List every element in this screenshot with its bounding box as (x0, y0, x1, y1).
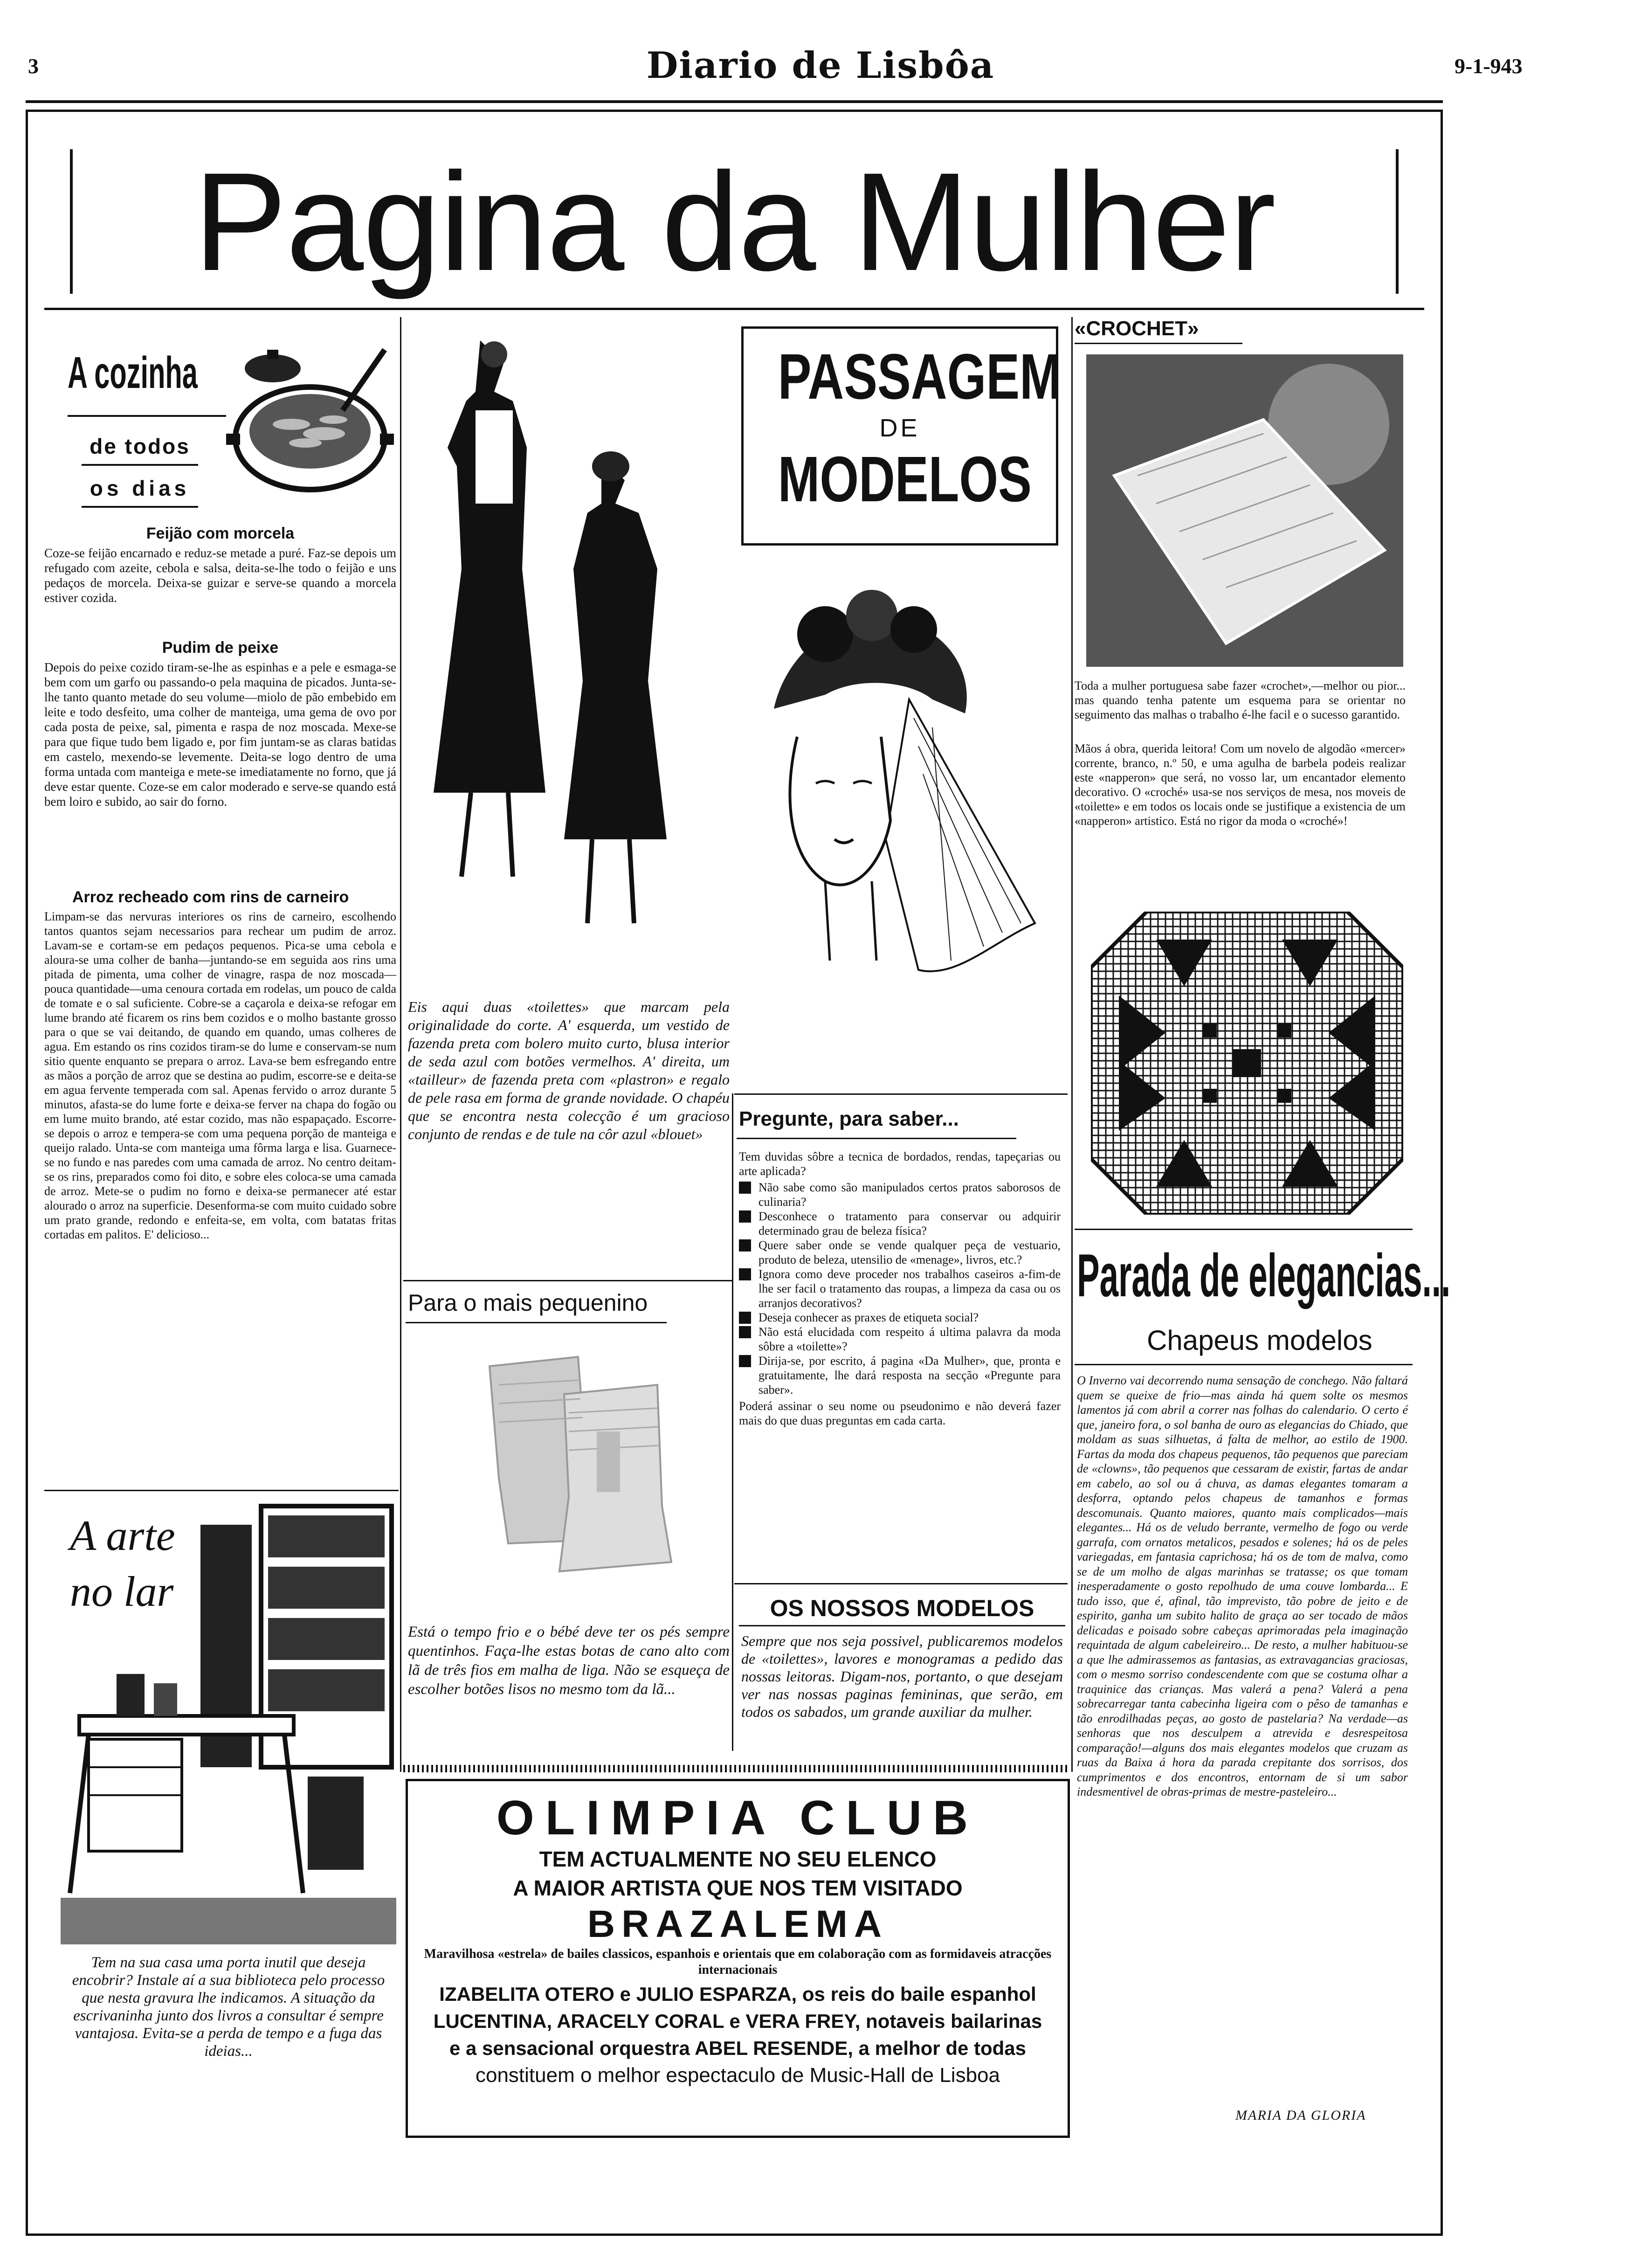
ad-top-border (403, 1765, 1070, 1772)
passagem-box (741, 326, 1062, 546)
parada-subheading: Chapeus modelos (1147, 1325, 1372, 1356)
pergunte-footer: Poderá assinar o seu nome ou pseudonimo e não deverá fazer mais do que duas preguntas em cada carta. (739, 1399, 1061, 1427)
cooking-pot-illustration (226, 340, 394, 518)
pergunte-item-text: Dirija-se, por escrito, á pagina «Da Mulher», que, pronta e gratuitamente, lhe dará resposta na secção «Pregunte para saber». (758, 1354, 1061, 1397)
pergunte-list (739, 1149, 1061, 1428)
baby-boots-photo (471, 1338, 676, 1609)
pergunte-item (739, 1354, 1061, 1397)
bullet-square-icon (739, 1239, 751, 1252)
recipe-2-body: Depois do peixe cozido tiram-se-lhe as espinhas e a pele e esmaga-se bem com um garfo ou passando-o pela maquina de picados. Junta-se-lhe tanto quanto metade do seu volume—miolo de pão embebido em leite e todo desfeito, uma colher de manteiga, uma gema de ovo por cada posta de peixe, sal, pimenta e raspa de noz moscada. Mexe-se para que fique tudo bem ligado e, por fim juntam-se as claras batidas em castelo, mexendo-se levemente. Deita-se logo dentro de uma forma untada com manteiga e mete-se imediatamente no forno, que já deve estar quente. Coze-se em calor moderado e serve-se quando está bem loiro e subido, ao sair do forno. (44, 660, 396, 809)
newspaper-name: Diario de Lisbôa (646, 44, 995, 87)
pergunte-item-text: Desconhece o tratamento para conservar ou adquirir determinado grau de beleza física? (758, 1210, 1061, 1238)
cozinha-subheading-rule-1 (82, 464, 198, 466)
recipe-1-body: Coze-se feijão encarnado e reduz-se metade a puré. Faz-se depois um refugado com azeite, cebola e salsa, deita-se-lhe todo o feijão e uns pedaços de morcela. Deixa-se guizar e serve-se quando a morcela estiver cozida. (44, 546, 396, 605)
pequenino-heading-rule (406, 1322, 667, 1323)
pergunte-intro: Tem duvidas sôbre a tecnica de bordados, rendas, tapeçarias ou arte aplicada? (739, 1150, 1061, 1178)
masthead-rule (26, 100, 1443, 103)
arte-heading-1: A arte (70, 1512, 175, 1559)
arte-heading-2: no lar (70, 1568, 174, 1615)
bullet-square-icon (739, 1312, 751, 1324)
pergunte-item (739, 1180, 1061, 1209)
crochet-pattern-chart (1091, 912, 1403, 1215)
ad-line-2: A MAIOR ARTISTA QUE NOS TEM VISITADO (513, 1876, 963, 1900)
olimpia-club-ad (406, 1779, 1070, 2138)
cozinha-subheading-1: de todos (90, 434, 190, 458)
page-number: 3 (28, 54, 39, 78)
modelos-top-rule (734, 1583, 1068, 1584)
cozinha-subheading-rule-2 (82, 506, 198, 508)
cozinha-heading-rule (68, 415, 226, 417)
ad-line-4: IZABELITA OTERO e JULIO ESPARZA, os reis do baile espanhol (439, 1983, 1036, 2005)
recipe-1-title: Feijão com morcela (146, 525, 295, 542)
issue-date: 9-1-943 (1455, 54, 1523, 78)
cozinha-heading: A cozinha (68, 348, 198, 398)
passagem-line-1: PASSAGEM (778, 341, 1062, 413)
pergunte-item-text: Quere saber onde se vende qualquer peça de vestuario, produto de beleza, utensilio de «menage», livros, etc.? (758, 1238, 1061, 1266)
page-title: Pagina da Mulher (193, 143, 1275, 300)
modelos-heading: OS NOSSOS MODELOS (770, 1595, 1034, 1621)
column-divider-1 (400, 317, 401, 1772)
pergunte-item-text: Ignora como deve proceder nos trabalhos caseiros a-fim-de lhe ser facil o tratamento das roupas, a limpeza da casa ou os arranjos decorativos? (758, 1267, 1061, 1310)
bullet-square-icon (739, 1182, 751, 1194)
pequenino-caption: Está o tempo frio e o bébé deve ter os pés sempre quentinhos. Faça-lhe estas botas de cano alto com lã de três fios em malha de liga. Não se esqueça de escolher botões lisos no mesmo tom da lã... (408, 1624, 730, 1698)
fashion-caption: Eis aqui duas «toilettes» que marcam pela originalidade do corte. A' esquerda, um vestido de fazenda preta com bolero muito curto, blusa interior de seda azul com botões vermelhos. A' direita, um «tailleur» de fazenda preta com «plastron» e regalo de pele rasa em forma de grande novidade. O chapéu que se encontra nesta colecção é um gracioso conjunto de rendas e de tule na côr azul «blouet» (408, 998, 730, 1142)
title-rule (44, 308, 1424, 310)
ad-line-5: LUCENTINA, ARACELY CORAL e VERA FREY, notaveis bailarinas (433, 2010, 1042, 2032)
bullet-square-icon (739, 1355, 751, 1367)
crochet-body-2: Mãos á obra, querida leitora! Com um novelo de algodão «mercer» corrente, branco, n.º 50, e uma agulha de barbela podeis realizar este «napperon» que será, no vosso lar, um encantador elemento decorativo. O «croché» usa-se nos serviços de mesa, nos moveis de «toilette» e em todos os locais onde se justifique a existencia de um «napperon» artistico. Está no rigor da moda o «croché»! (1075, 742, 1406, 828)
pergunte-item (739, 1325, 1061, 1354)
recipe-3-body: Limpam-se das nervuras interiores os rins de carneiro, escolhendo tantos quantos sejam necessarios para rechear um pudim de arroz. Lavam-se e cortam-se em pedaços pequenos. Pica-se uma cebola e aloura-se uma colher de banha—juntando-se em seguida aos rins uma pitada de pimenta, uma colher de vinagre, raspa de noz moscada—pouca quantidade—uma cenoura cortada em rodelas, um pouco de calda de tomate e o sal suficiente. Cobre-se a caçarola e deixa-se refogar em lume brando até ficarem os rins bem cozidos e o molho bastante grosso para o que se vai deitando, de quando em quando, umas colheres de agua. Em estando os rins cozidos tiram-se do lume e conservam-se num sitio quente enquanto se prepara o arroz. Lava-se bem esfregando entre as mãos a porção de arroz que se destina ao pudim, escorre-se e deita-se em agua fervente temperada com sal. Apenas fervido o arroz durante 5 minutos, afasta-se do lume forte e deixa-se ferver na chapa do fogão ou em lume muito brando, até estar cozido, mas não espapaçado. Escorre-se depois o arroz e tempera-se com uma pequena porção de manteiga e queijo ralado. Unta-se com manteiga uma fôrma larga e lisa. Guarnece-se no fundo e nas paredes com uma camada de arroz. No centro deitam-se os rins, preparados como foi dito, e sobre eles coloca-se uma camada de arroz. Mete-se o pudim no forno e deixa-se permanecer até estar alourado o arroz na superficie. Desenforma-se com muito cuidado sobre um prato grande, redondo e enfeita-se, em volta, com batatas fritas cortadas em palitos. E' delicioso... (44, 910, 396, 1241)
pergunte-item-text: Não sabe como são manipulados certos pratos saborosos de culinaria? (758, 1181, 1061, 1209)
ad-star-name: BRAZALEMA (587, 1903, 889, 1945)
parada-body: O Inverno vai decorrendo numa sensação de conchego. Não faltará quem se queixe de frio—mas ainda há quem solte os mesmos lamentos já com abril a correr nas folhas do calendario. O certo é que, janeiro fora, o sol banha de ouro as elegancias do Chiado, que moldam as suas silhuetas, á falta de melhor, ao estilo de 1900. Fartas da moda dos chapeus pequenos, tão pequenos que pareciam de «clowns», tão pequenos que cessaram de existir, fartas de andar em cabelo, ao sol ou á chuva, as damas elegantes tomaram a desforra, optando pelos chapeus de tamanhos e formas descomunais. Quanto maiores, quanto mais complicados—mais elegantes... Há os de veludo berrante, vermelho de fogo ou verde garrafa, com ornatos metalicos, pesados e solenes; há os de peles variegadas, em fantasia caprichosa; há os de tom de malva, como se de um molho de algas marinhas se tratasse; os que tomam inesperadamente o gosto repolhudo de uma couve lombarda... E tudo isso, que é, afinal, tão imprevisto, tão pobre de jeito e de espirito, ganha um subito halito de graça ao ser tocado de mãos delicadas e poisado sobre cabeças aprimoradas pela imaginação requintada de algum cabeleireiro... De resto, a mulher habituou-se a que lhe admirassemos as fantasias, as extravagancias graciosas, com o mesmo sorriso condescendente com que se costuma olhar a traquinice das crianças. Mas valerá a pena? Valerá a pena sobrecarregar tanta cabecinha ligeira com o pêso de tamanhas e tão enrodilhadas peças, ao gosto de pastelaria? Na verdade—as senhoras que nos desculpem a atrevida e desrespeitosa comparação!—alguns dos mais elegantes modelos que cruzam as ruas da Baixa á hora da parada crepitante dos sorrisos, dos cumprimentos e dos encontros, entornam de si um sabor indesmentivel de obras-primas de mestre-pasteleiro... (1077, 1374, 1408, 1798)
pergunte-item (739, 1310, 1061, 1325)
bullet-square-icon (739, 1210, 751, 1223)
pergunte-item (739, 1238, 1061, 1267)
ad-line-6: e a sensacional orquestra ABEL RESENDE, a melhor de todas (449, 2037, 1027, 2059)
cozinha-bottom-rule (44, 1490, 399, 1491)
crochet-heading: «CROCHET» (1075, 317, 1199, 340)
arte-caption: Tem na sua casa uma porta inutil que deseja encobrir? Instale aí a sua biblioteca pelo processo que nesta gravura lhe indicamos. A situação da escrivaninha junto dos livros a consultar é sempre vantajosa. Evita-se a perda de tempo e a fuga das ideias... (72, 1954, 385, 2060)
page-title-box (70, 143, 1399, 300)
pergunte-item (739, 1267, 1061, 1310)
column-divider-2 (1071, 317, 1073, 1772)
pequenino-top-rule (403, 1280, 732, 1281)
pergunte-heading-rule (737, 1138, 1016, 1139)
pergunte-heading: Pregunte, para saber... (739, 1107, 959, 1130)
fashion-illustration (406, 326, 741, 989)
bullet-square-icon (739, 1268, 751, 1280)
passagem-line-2: DE (879, 414, 920, 442)
library-desk-illustration (61, 1497, 396, 1963)
parada-heading: Parada de elegancias... (1077, 1241, 1451, 1309)
ad-line-1: TEM ACTUALMENTE NO SEU ELENCO (539, 1847, 937, 1871)
cozinha-subheading-2: os dias (90, 476, 190, 500)
crochet-heading-rule (1075, 343, 1242, 344)
modelos-heading-rule (739, 1625, 1065, 1626)
ad-line-7: constituem o melhor espectaculo de Music-Hall de Lisboa (475, 2064, 1000, 2087)
pergunte-item-text: Deseja conhecer as praxes de etiqueta social? (758, 1311, 979, 1324)
crochet-doily-photo (1086, 354, 1403, 667)
parada-subheading-rule (1075, 1364, 1413, 1365)
crochet-body-1: Toda a mulher portuguesa sabe fazer «crochet»,—melhor ou pior... mas quando tenha patente um esquema para se orientar no seguimento das malhas o trabalho é-lhe facil e o sucesso garantido. (1075, 679, 1406, 721)
pergunte-top-rule (734, 1093, 1068, 1095)
ad-line-3: Maravilhosa «estrela» de bailes classicos, espanhois e orientais que em colaboração com as formidaveis atracções internacionais (424, 1947, 1052, 1977)
pergunte-item-text: Não está elucidada com respeito á ultima palavra da moda sôbre a «toilette»? (758, 1325, 1061, 1353)
ad-title: OLIMPIA CLUB (496, 1791, 979, 1845)
parada-top-rule (1075, 1229, 1413, 1230)
bullet-square-icon (739, 1326, 751, 1338)
pergunte-item (739, 1209, 1061, 1238)
recipe-2-title: Pudim de peixe (162, 639, 279, 657)
pequenino-heading: Para o mais pequenino (408, 1290, 648, 1316)
hat-woman-illustration (732, 560, 1068, 1091)
parada-signature: MARIA DA GLORIA (1235, 2108, 1366, 2123)
passagem-line-3: MODELOS (778, 443, 1032, 515)
pequenino-divider (732, 1093, 733, 1751)
recipe-3-title: Arroz recheado com rins de carneiro (72, 888, 349, 906)
modelos-body: Sempre que nos seja possivel, publicaremos modelos de «toilettes», lavores e monogramas a pedido das nossas leitoras. Digam-nos, portanto, o que desejam ver nas nossas paginas femininas, que serão, em todos os sabados, um grande auxiliar da mulher. (741, 1632, 1063, 1720)
